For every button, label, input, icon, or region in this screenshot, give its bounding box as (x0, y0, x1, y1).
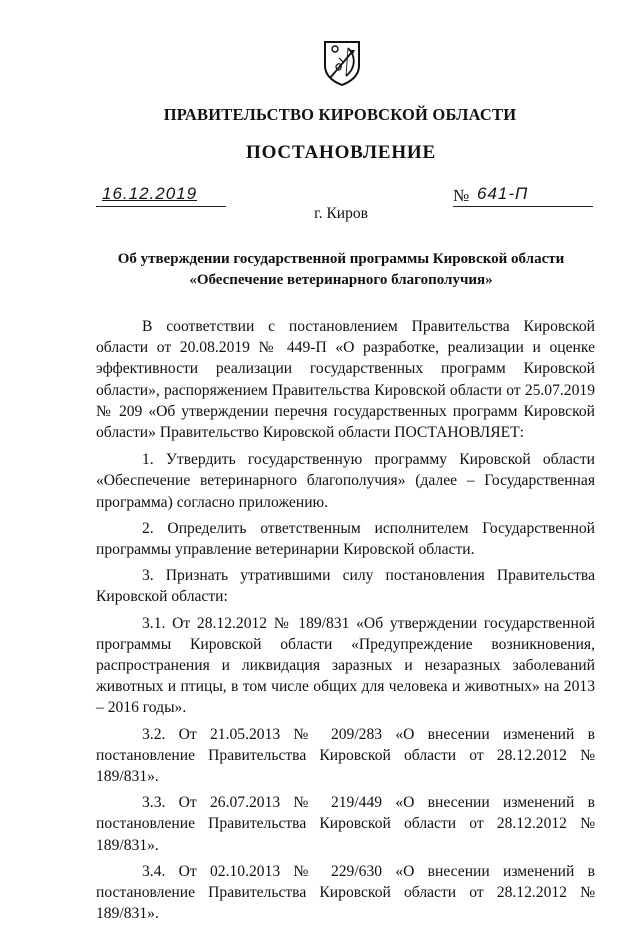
clause-3: 3. Признать утратившими силу постановления Правительства Кировской области: (96, 567, 595, 606)
scan-mark (148, 892, 162, 894)
government-title: ПРАВИТЕЛЬСТВО КИРОВСКОЙ ОБЛАСТИ (163, 105, 517, 124)
clause-3-3: 3.3. От 26.07.2013 № 219/449 «О внесении изменений в постановление Правительства Кировской области от 28.12.2012 № 189/831». (96, 794, 595, 854)
clause-1: 1. Утвердить государственную программу Кировской области «Обеспечение ветеринарного благополучия» (далее – Государственная программа) согласно приложению. (96, 451, 595, 511)
handwritten-number: 641-П (477, 184, 529, 203)
clause-3-4: 3.4. От 02.10.2013 № 229/630 «О внесении изменений в постановление Правительства Кировской области от 28.12.2012 № 189/831». (96, 862, 595, 923)
scan-mark (410, 892, 432, 894)
clause-3-2: 3.2. От 21.05.2013 № 209/283 «О внесении изменений в постановление Правительства Кировской области от 28.12.2012 № 189/831». (96, 725, 595, 786)
number-sign: № (453, 186, 470, 205)
coat-of-arms-icon (322, 38, 362, 86)
number-field (453, 184, 593, 207)
date-field (96, 184, 226, 207)
clause-3-1: 3.1. От 28.12.2012 № 189/831 «Об утверждении государственной программы Кировской области «Предупреждение возникновения, распространения и ликвидация заразных и незаразных заболеваний животных и птицы, в том числе общих для человека и животных» на 2013 – 2016 годы». (96, 614, 595, 717)
subject-line-2: «Обеспечение ветеринарного благополучия» (189, 272, 493, 288)
subject-line-1: Об утверждении государственной программы Кировской области (117, 251, 565, 267)
document-type-title: ПОСТАНОВЛЕНИЕ (246, 142, 436, 163)
clause-2: 2. Определить ответственным исполнителем Государственной программы управление ветеринарии Кировской области. (96, 519, 595, 559)
document-subject (0, 249, 640, 291)
document-body (96, 316, 595, 929)
intro-paragraph: В соответствии с постановлением Правительства Кировской области от 20.08.2019 № 449-П «О разработке, реализации и оценке эффективности реализации государственных программ Кировской области», распоряжением Правительства Кировской области от 25.07.2019 № 209 «Об утверждении перечня государственных программ Кировской области» Правительство Кировской области ПОСТАНОВЛЯЕТ: (96, 318, 595, 442)
city-label: г. Киров (314, 205, 368, 222)
handwritten-date: 16.12.2019 (102, 184, 198, 203)
